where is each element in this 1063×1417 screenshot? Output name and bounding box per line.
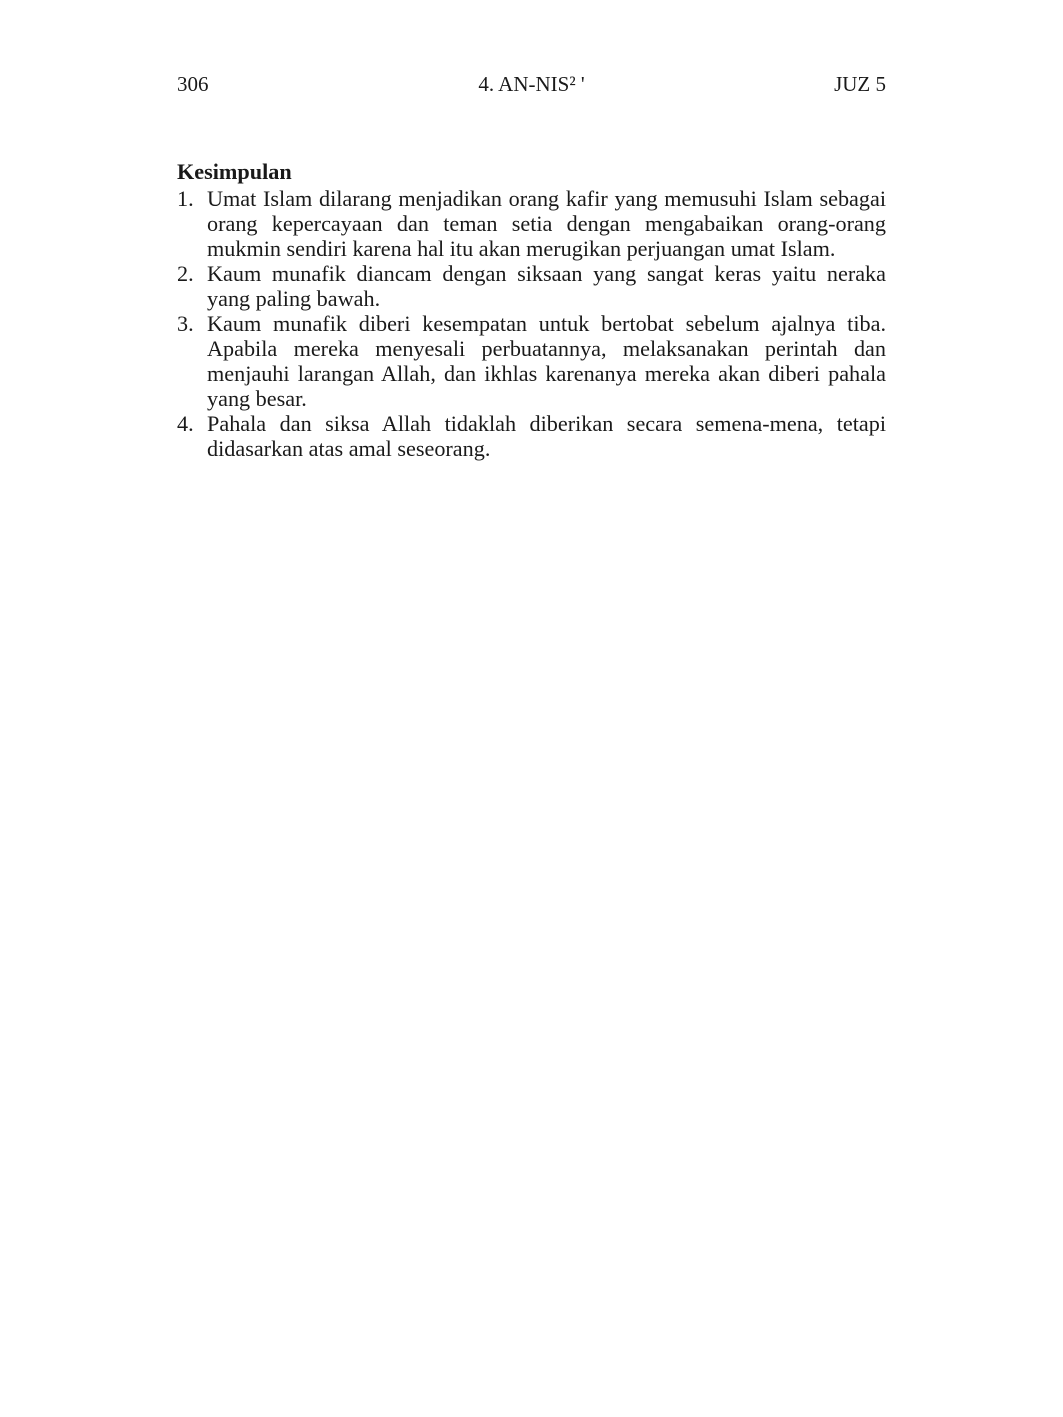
list-item-number: 3. bbox=[177, 311, 194, 336]
running-header bbox=[177, 70, 886, 98]
list-item-number: 4. bbox=[177, 411, 194, 436]
list-item-number: 1. bbox=[177, 186, 194, 211]
list-item-number: 2. bbox=[177, 261, 194, 286]
conclusion-section bbox=[177, 157, 886, 461]
juz-label: JUZ 5 bbox=[834, 72, 886, 96]
chapter-title: 4. AN-NIS² ' bbox=[478, 72, 585, 96]
list-item bbox=[177, 261, 886, 311]
list-item bbox=[177, 186, 886, 261]
page-number: 306 bbox=[177, 72, 209, 96]
list-item-text: Pahala dan siksa Allah tidaklah diberikan secara semena-mena, tetapi didasarkan atas amal seseorang. bbox=[207, 411, 886, 461]
list-item bbox=[177, 411, 886, 461]
list-item-text: Kaum munafik diancam dengan siksaan yang sangat keras yaitu neraka yang paling bawah. bbox=[207, 261, 886, 311]
conclusion-list bbox=[177, 186, 886, 461]
section-heading: Kesimpulan bbox=[177, 159, 292, 184]
list-item-text: Umat Islam dilarang menjadikan orang kafir yang memusuhi Islam sebagai orang kepercayaan dan teman setia dengan mengabaikan orang-orang mukmin sendiri karena hal itu akan merugikan perjuangan umat Islam. bbox=[207, 186, 886, 261]
list-item bbox=[177, 311, 886, 411]
list-item-text: Kaum munafik diberi kesempatan untuk bertobat sebelum ajalnya tiba. Apabila mereka menyesali perbuatannya, melaksanakan perintah dan menjauhi larangan Allah, dan ikhlas karenanya mereka akan diberi pahala yang besar. bbox=[207, 311, 886, 411]
